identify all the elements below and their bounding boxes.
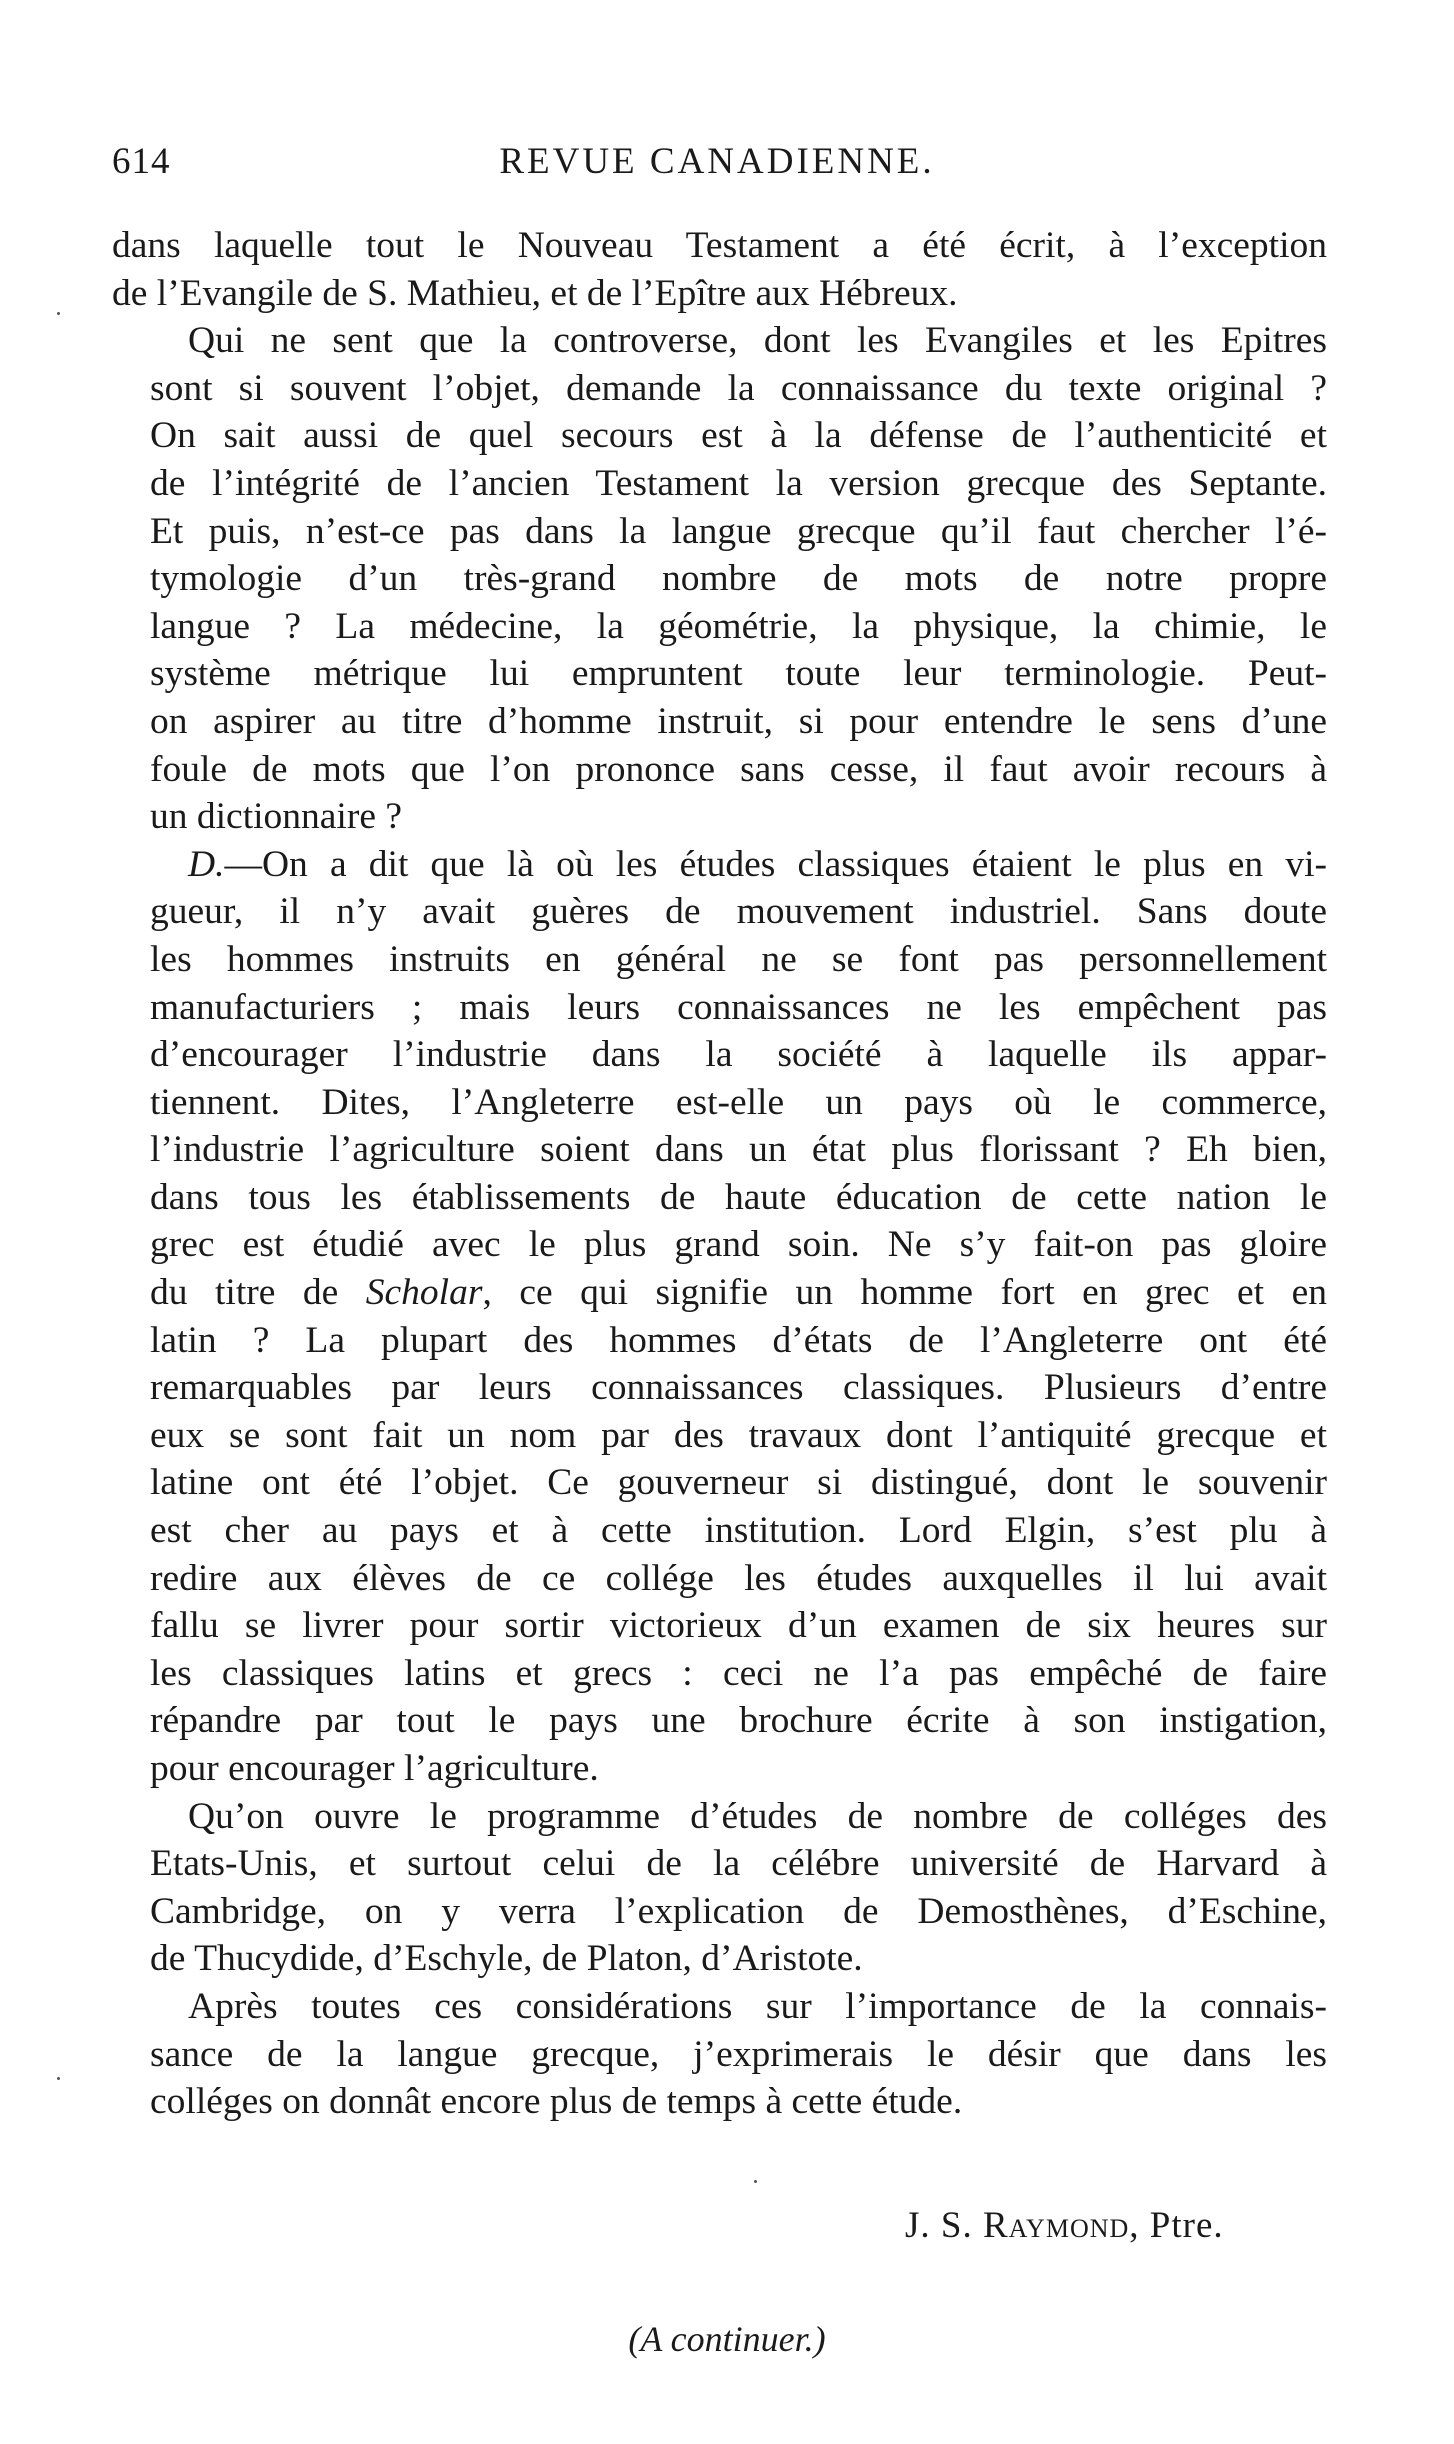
signature-title: , Ptre. — [1129, 2205, 1224, 2246]
running-title: REVUE CANADIENNE. — [499, 141, 935, 182]
page-header — [112, 140, 1322, 190]
text-line: sance de la langue grecque, j’exprimerais le désir que dans les — [150, 2033, 1327, 2075]
text-line: répandre par tout le pays une brochure écrite à son instigation, — [150, 1700, 1327, 1742]
text-line: latine ont été l’objet. Ce gouverneur si distingué, dont le souvenir — [150, 1462, 1327, 1504]
text-line: d’encourager l’industrie dans la société à laquelle ils appar- — [150, 1034, 1327, 1076]
print-speck — [57, 2077, 60, 2080]
text-line: latin ? La plupart des hommes d’états de l’Angleterre ont été — [150, 1319, 1327, 1361]
text-line: manufacturiers ; mais leurs connaissances ne les empêchent pas — [150, 986, 1327, 1028]
text-line: Après toutes ces considérations sur l’importance de la connais- — [188, 1985, 1327, 2027]
text-line: langue ? La médecine, la géométrie, la physique, la chimie, le — [150, 605, 1327, 647]
text-line: dans tous les établissements de haute éducation de cette nation le — [150, 1176, 1327, 1218]
text-line: de l’intégrité de l’ancien Testament la version grecque des Septante. — [150, 462, 1327, 504]
text-line: gueur, il n’y avait guères de mouvement industriel. Sans doute — [150, 891, 1327, 933]
text-line: les hommes instruits en général ne se font pas personnellement — [150, 938, 1327, 980]
print-speck — [57, 312, 60, 315]
text-line: grec est étudié avec le plus grand soin. Ne s’y fait-on pas gloire — [150, 1224, 1327, 1266]
text-line: Cambridge, on y verra l’explication de Demosthènes, d’Eschine, — [150, 1890, 1327, 1932]
text-line: On sait aussi de quel secours est à la défense de l’authenticité et — [150, 415, 1327, 457]
text-line: du titre de Scholar, ce qui signifie un homme fort en grec et en — [150, 1272, 1327, 1314]
signature-surname: Raymond — [982, 2205, 1130, 2246]
continued-note: (A continuer.) — [628, 2319, 826, 2359]
body-text — [112, 222, 1327, 2126]
text-line: de l’Evangile de S. Mathieu, et de l’Epître aux Hébreux. — [112, 272, 958, 314]
text-line: tiennent. Dites, l’Angleterre est-elle un pays où le commerce, — [150, 1081, 1327, 1123]
text-line: Et puis, n’est-ce pas dans la langue grecque qu’il faut chercher l’é- — [150, 510, 1327, 552]
paragraph — [112, 222, 1327, 317]
text-line: Qu’on ouvre le programme d’études de nombre de colléges des — [188, 1795, 1327, 1837]
text-line: Etats-Unis, et surtout celui de la célébre université de Harvard à — [150, 1843, 1327, 1885]
page-number: 614 — [112, 141, 171, 182]
signature — [905, 2204, 1305, 2247]
text-line: de Thucydide, d’Eschyle, de Platon, d’Aristote. — [150, 1938, 863, 1980]
text-line: un dictionnaire ? — [150, 796, 402, 838]
text-line: redire aux élèves de ce collége les études auxquelles il lui avait — [150, 1557, 1327, 1599]
text-line: eux se sont fait un nom par des travaux dont l’antiquité grecque et — [150, 1414, 1327, 1456]
text-line: D.—On a dit que là où les études classiques étaient le plus en vi- — [188, 843, 1327, 885]
text-line: système métrique lui empruntent toute leur terminologie. Peut- — [150, 653, 1327, 695]
text-line: colléges on donnât encore plus de temps à cette étude. — [150, 2081, 963, 2123]
text-line: fallu se livrer pour sortir victorieux d’un examen de six heures sur — [150, 1605, 1327, 1647]
text-line: les classiques latins et grecs : ceci ne l’a pas empêché de faire — [150, 1652, 1327, 1694]
text-line: est cher au pays et à cette institution. Lord Elgin, s’est plu à — [150, 1510, 1327, 1552]
text-line: tymologie d’un très-grand nombre de mots de notre propre — [150, 558, 1327, 600]
text-line: foule de mots que l’on prononce sans cesse, il faut avoir recours à — [150, 748, 1327, 790]
paragraph — [112, 1983, 1327, 2126]
text-line: remarquables par leurs connaissances classiques. Plusieurs d’entre — [150, 1367, 1327, 1409]
paragraph — [112, 841, 1327, 1793]
text-line: sont si souvent l’objet, demande la connaissance du texte original ? — [150, 367, 1327, 409]
text-line: Qui ne sent que la controverse, dont les Evangiles et les Epitres — [188, 320, 1327, 362]
paragraph — [112, 317, 1327, 841]
paragraph — [112, 1793, 1327, 1983]
print-speck — [754, 2180, 757, 2183]
text-line: on aspirer au titre d’homme instruit, si pour entendre le sens d’une — [150, 700, 1327, 742]
text-line: dans laquelle tout le Nouveau Testament a été écrit, à l’exception — [112, 225, 1327, 266]
text-line: l’industrie l’agriculture soient dans un état plus florissant ? Eh bien, — [150, 1129, 1327, 1171]
text-line: pour encourager l’agriculture. — [150, 1748, 599, 1789]
signature-initials: J. S. — [905, 2205, 983, 2246]
